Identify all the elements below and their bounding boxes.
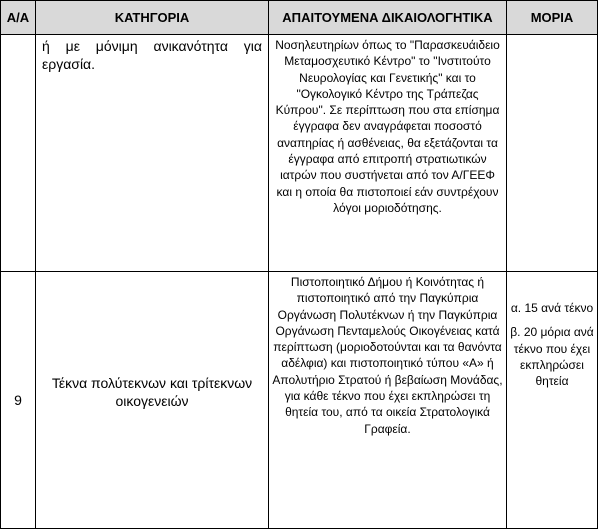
category-cell (36, 272, 269, 529)
table-row (1, 35, 598, 272)
header-category: ΚΑΤΗΓΟΡΙΑ (36, 1, 269, 35)
points-option-a: α. 15 ανά τέκνο (510, 301, 594, 315)
documents-text: Νοσηλευτηρίων όπως το "Παρασκευάιδειο Μεταμοσχευτικό Κέντρο" το "Ινστιτούτο Νευρολογίας και Γενετικής" και το "Ογκολογικό Κέντρο της Τράπεζας Κύπρου". Σε περίπτωση που στα επίσημα έγγραφα δεν αναγράφεται ποσοστό αναπηρίας ή ασθένειας, θα εξετάζονται τα έγγραφα από επιτροπή στρατιωτικών ιατρών που συστήνεται από τον Α/ΓΕΕΦ και η οποία θα πιστοποιεί εάν συντρέχουν λόγοι μοριοδότησης. (275, 38, 500, 215)
header-documents (269, 1, 507, 35)
documents-cell (269, 272, 507, 529)
table-header-row (1, 1, 598, 35)
category-text: ή με μόνιμη ανικανότητα για εργασία. (42, 38, 262, 72)
category-cell (36, 35, 269, 272)
category-text: Τέκνα πολύτεκνων και τρίτεκνων οικογενειών (51, 375, 253, 409)
header-documents-label: ΑΠΑΙΤΟΥΜΕΝΑ ΔΙΚΑΙΟΛΟΓΗΤΙΚΑ (282, 10, 493, 25)
header-aa: Α/Α (1, 1, 36, 35)
points-cell (507, 35, 598, 272)
header-points: ΜΟΡΙΑ (507, 1, 598, 35)
documents-text: Πιστοποιητικό Δήμου ή Κοινότητας ή πιστοποιητικό από την Παγκύπρια Οργάνωση Πολυτέκνων ή την Παγκύπρια Οργάνωση Πενταμελούς Οικογένειας κατά περίπτωση (μοριοδοτούνται και τα θανόντα αδέλφια) και πιστοποιητικό τύπου «Α» ή Απολυτήριο Στρατού ή βεβαίωση Μονάδας, για κάθε τέκνο που έχει εκπληρώσει τη θητεία του, από τα οικεία Στρατολογικά Γραφεία. (272, 275, 503, 436)
row-number: 9 (1, 272, 36, 529)
table-row (1, 272, 598, 529)
points-option-b: β. 20 μόρια ανά τέκνο που έχει εκπληρώσει θητεία (510, 325, 594, 389)
points-cell (507, 272, 598, 529)
documents-cell (269, 35, 507, 272)
row-number (1, 35, 36, 272)
